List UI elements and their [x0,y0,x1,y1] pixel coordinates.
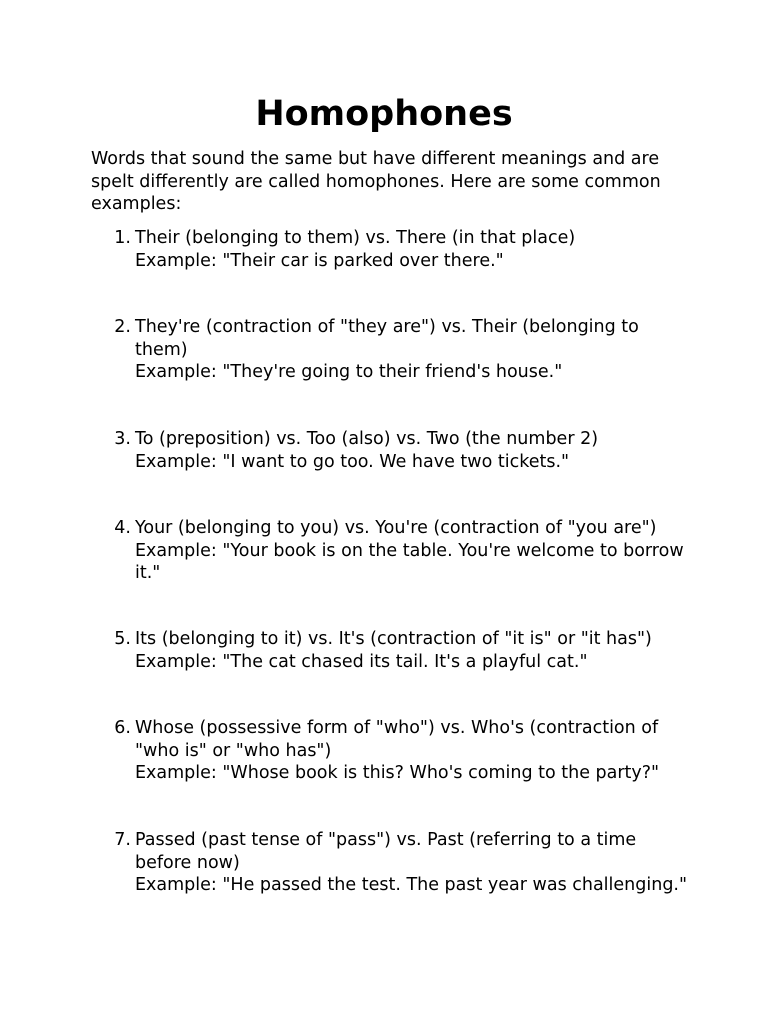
homophone-pair: To (preposition) vs. Too (also) vs. Two (the number 2) [135,429,599,449]
page-title: Homophones [255,94,513,134]
list-item-number: 7. [114,830,131,850]
example-sentence: Example: "The cat chased its tail. It's a playful cat." [135,651,588,672]
homophone-pair: Passed (past tense of "pass") vs. Past (referring to a time before now) [135,830,637,873]
list-item [91,517,691,585]
example-sentence: Example: "They're going to their friend's house." [135,362,563,382]
intro-paragraph: Words that sound the same but have different meanings and are spelt differently are called homophones. Here are some common examples: [91,149,661,214]
list-item-number: 3. [114,429,131,449]
homophone-pair: Its (belonging to it) vs. It's (contraction of "it is" or "it has") [135,629,652,649]
example-sentence: Example: "He passed the test. The past year was challenging." [135,875,688,895]
list-item [91,628,691,673]
list-item-number: 4. [114,518,131,538]
list-item [91,227,691,272]
list-item [91,316,691,384]
homophone-pair: Whose (possessive form of "who") vs. Who's (contraction of "who is" or "who has") [135,718,659,761]
list-item-number: 1. [114,228,131,248]
homophone-pair: They're (contraction of "they are") vs. Their (belonging to them) [135,317,639,360]
list-item [91,428,691,473]
list-item [91,717,691,785]
homophone-pair: Your (belonging to you) vs. You're (contraction of "you are") [135,518,657,538]
list-item [91,829,691,897]
homophone-pair: Their (belonging to them) vs. There (in that place) [135,228,576,248]
example-sentence: Example: "Their car is parked over there." [135,250,504,271]
example-sentence: Example: "I want to go too. We have two tickets." [135,451,570,472]
example-sentence: Example: "Whose book is this? Who's coming to the party?" [135,763,660,783]
list-item-number: 5. [114,629,131,649]
example-sentence: Example: "Your book is on the table. You're welcome to borrow it." [135,540,684,583]
list-item-number: 6. [114,718,131,738]
list-item-number: 2. [114,317,131,337]
